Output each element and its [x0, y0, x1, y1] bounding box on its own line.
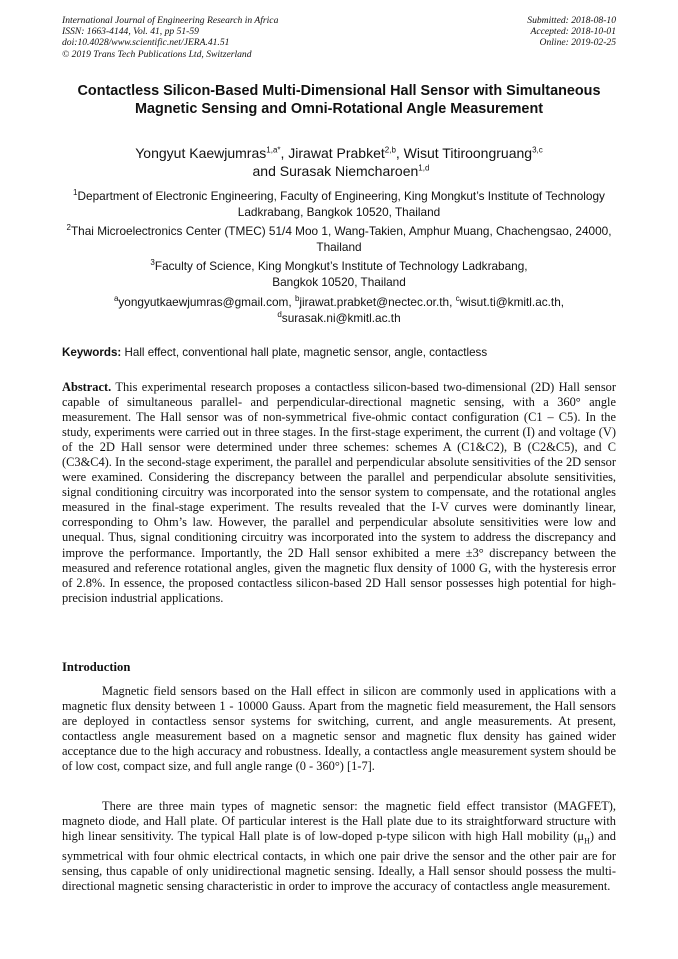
journal-header	[62, 15, 278, 60]
affiliation-3: $^3$Faculty of Science, King Mongkut’s Institute of Technology Ladkrabang, Bangkok 10520, Thailand	[150, 258, 528, 290]
email-link[interactable]: yongyutkaewjumras@gmail.com	[118, 295, 289, 309]
submitted-date: Submitted: 2018-08-10	[527, 15, 616, 26]
author-name: Surasak Niemcharoen	[279, 163, 419, 179]
section-title-introduction: Introduction	[62, 660, 131, 674]
author-name: Yongyut Kaewjumras	[135, 145, 267, 161]
author-name: Jirawat Prabket	[288, 145, 385, 161]
abstract-label: Abstract.	[62, 380, 112, 394]
journal-copyright: © 2019 Trans Tech Publications Ltd, Switzerland	[62, 48, 252, 60]
affiliation-1: $^1$Department of Electronic Engineering, Faculty of Engineering, King Mongkut’s Institute of Technology Ladkrabang, Bangkok 10520, Thailand	[73, 188, 605, 220]
keywords	[62, 345, 616, 360]
journal-name: International Journal of Engineering Research in Africa	[62, 15, 279, 26]
online-date: Online: 2019-02-25	[539, 37, 616, 49]
email-link[interactable]: surasak.ni@kmitl.ac.th	[281, 311, 401, 326]
introduction-paragraph-2: There are three main types of magnetic sensor: the magnetic field effect transistor (MAGFET), magneto diode, and Hall plate. Of particular interest is the Hall plate due to its straightforward structure with high linear sensitivity. The typical Hall plate is of low-doped p-type silicon with high Hall mobility $(\mu_H)$ and symmetrical with four ohmic electrical contacts, in which one pair drive the sensor and the other pair are for sensing, thus capable of only unidirectional magnetic sensing. Ideally, a Hall sensor should possess the multi-directional magnetic sensing characteristic in order to improve the accuracy of contactless angle measurement.	[62, 799, 617, 893]
paper-title: Contactless Silicon-Based Multi-Dimensional Hall Sensor with Simultaneous Magnetic Sensing and Omni-Rotational Angle Measurement	[77, 83, 601, 118]
author-list: Yongyut Kaewjumras$^{1,a*}$, Jirawat Prabket$^{2,b}$, Wisut Titiroongruang$^{3,c}$ and Surasak Niemcharoen$^{1,d}$	[135, 145, 543, 179]
email-link[interactable]: jirawat.prabket@nectec.or.th	[299, 295, 450, 309]
accepted-date: Accepted: 2018-10-01	[530, 26, 616, 38]
author-emails: $^a$yongyutkaewjumras@gmail.com, $^b$jirawat.prabket@nectec.or.th, $^c$wisut.ti@kmitl.ac.th, $^d$surasak.ni@kmitl.ac.th	[113, 294, 565, 326]
author-name: Wisut Titiroongruang	[403, 145, 533, 161]
author-affiliation-marker: 2,b	[384, 145, 396, 155]
keywords-text: Hall effect, conventional hall plate, magnetic sensor, angle, contactless	[124, 346, 488, 359]
keywords-label: Keywords:	[62, 346, 122, 359]
journal-issn: ISSN: 1663-4144, Vol. 41, pp 51-59	[62, 26, 199, 38]
email-link[interactable]: wisut.ti@kmitl.ac.th	[459, 295, 561, 309]
introduction-paragraph-1: Magnetic field sensors based on the Hall effect in silicon are commonly used in applications with a magnetic flux density between 1 - 10000 Gauss. Apart from the magnetic field measurement, the Hall sensors are deployed in contactless sensor systems for switching, current, and angle measurements. At present, contactless angle measurement based on a magnetic sensor and magnetic flux density has gained wider acceptance due to the high accuracy and robustness. Ideally, a contactless angle measurement system should be of low cost, compact size, and full angle range (0 - 360°) [1-7].	[62, 684, 616, 774]
dates-header	[527, 15, 616, 49]
abstract	[62, 380, 616, 606]
abstract-text: This experimental research proposes a contactless silicon-based two-dimensional (2D) Hall sensor capable of simultaneous parallel- and perpendicular-directional magnetic sensing, with a 360° angle measurement. The Hall sensor was of non-symmetrical five-ohmic contact configuration (C1 – C5). In the study, experiments were carried out in three stages. In the first-stage experiment, the current (I) and voltage (V) of the 2D Hall sensor were determined under three schemes: schemes A (C1&C2), B (C2&C5), and C (C3&C4). In the second-stage experiment, the parallel and perpendicular absolute sensitivities of the 2D sensor were examined. Considering the discrepancy between the parallel and perpendicular absolute sensitivities, signal conditioning circuitry was incorporated into the sensor system to compensate, and the rotational angles measured in the final-stage experiment. The results revealed that the I-V curves were dominantly linear, corresponding to Ohm’s law. However, the parallel and perpendicular absolute sensitivities were low and unequal. Thus, signal conditioning circuitry was incorporated into the system to address the discrepancy and improve the performance. Importantly, the 2D Hall sensor exhibited a mere ±3° discrepancy between the measured and reference rotational angles, given the magnetic flux density of 1000 G, with the hysteresis error of 2.8%. In essence, the proposed contactless silicon-based 2D Hall sensor possesses high potential for high-precision industrial applications.	[62, 380, 617, 605]
author-affiliation-marker: 1,d	[418, 163, 430, 173]
author-affiliation-marker: 3,c	[532, 145, 543, 155]
hall-mobility-symbol: μ	[577, 829, 585, 844]
affiliation-2: $^2$Thai Microelectronics Center (TMEC) 51/4 Moo 1, Wang-Takien, Amphur Muang, Chachengsao, 24000, Thailand	[66, 223, 612, 255]
journal-doi: doi:10.4028/www.scientific.net/JERA.41.51	[62, 37, 230, 49]
author-affiliation-marker: 1,a*	[266, 145, 281, 155]
